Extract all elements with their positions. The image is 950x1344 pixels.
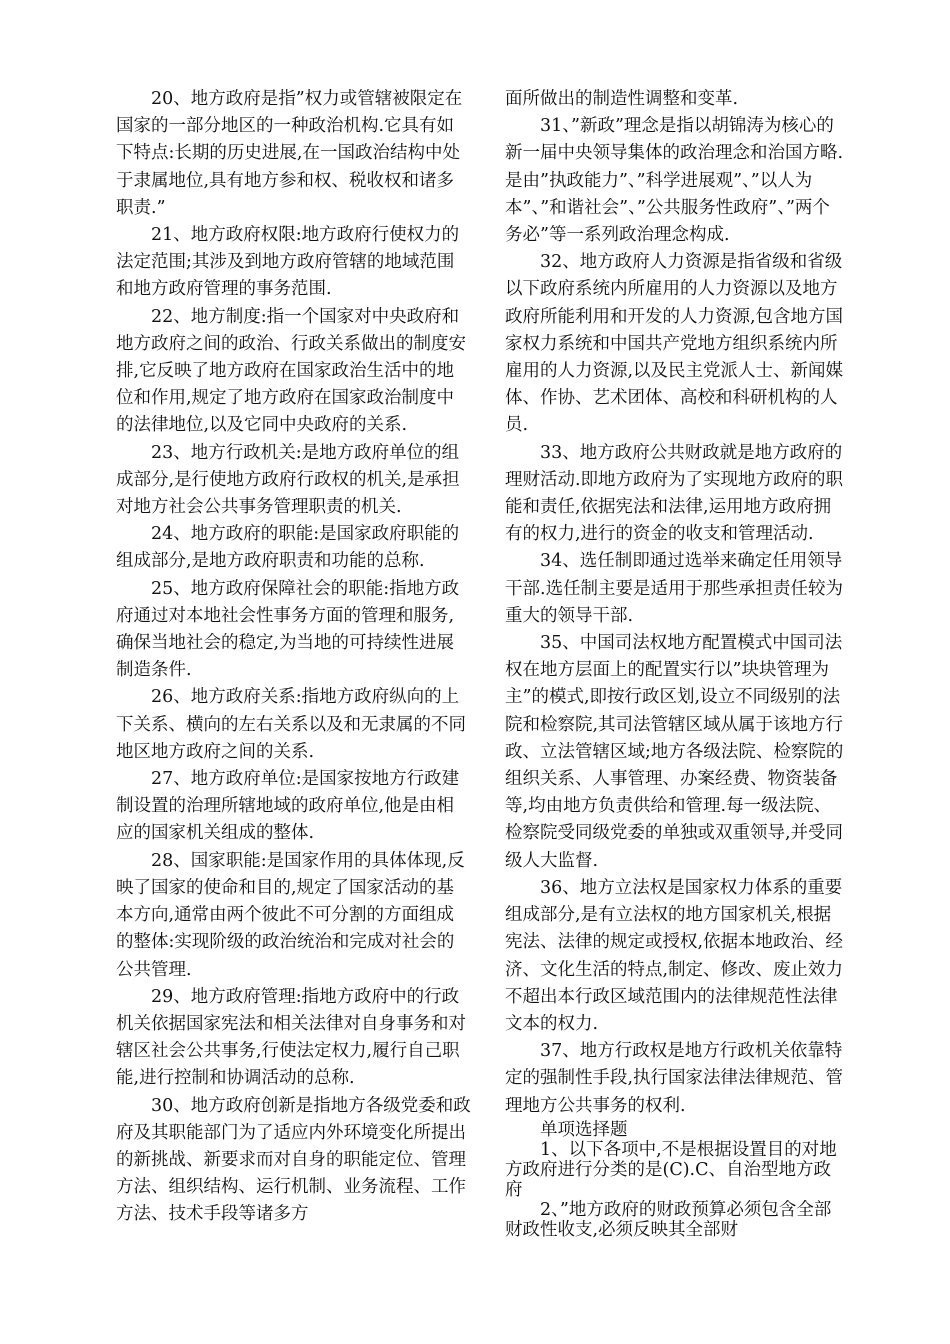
left-column: [116, 86, 471, 1229]
definition-paragraph-32: 32、地方政府人力资源是指省级和省级以下政府系统内所雇用的人力资源以及地方政府所能利用和开发的人力资源,包含地方国家权力系统和中国共产党地方组织系统内所雇用的人力资源,以及民主党派人士、新闻媒体、作协、艺术团体、高校和科研机构的人员.: [505, 252, 844, 436]
question-2: 2、”地方政府的财政预算必须包含全部财政性收支,必须反映其全部财: [505, 1199, 832, 1240]
definition-paragraph-24: 24、地方政府的职能:是国家政府职能的组成部分,是地方政府职责和功能的总称.: [116, 524, 460, 572]
definition-paragraph-20: 20、地方政府是指”权力或管辖被限定在国家的一部分地区的一种政治机构.它具有如下特点:长期的历史进展,在一国政治结构中处于隶属地位,具有地方参和权、税收权和诸多职责.”: [116, 89, 463, 218]
definition-paragraph-29: 29、地方政府管理:指地方政府中的行政机关依据国家宪法和相关法律对自身事务和对辖区社会公共事务,行使法定权力,履行自己职能,进行控制和协调活动的总称.: [116, 986, 466, 1089]
definition-paragraph-31: 31、”新政”理念是指以胡锦涛为核心的新一届中央领导集体的政治理念和治国方略.是由”执政能力”、”科学进展观”、”以人为本”、”和谐社会”、”公共服务性政府”、”两个务必”等一系列政治理念构成.: [505, 116, 844, 246]
right-column: [505, 86, 845, 1240]
definition-paragraph-34: 34、选任制即通过选举来确定任用领导干部.选任制主要是适用于那些承担责任较为重大的领导干部.: [505, 551, 844, 626]
definition-paragraph-22: 22、地方制度:指一个国家对中央政府和地方政府之间的政治、行政关系做出的制度安排,它反映了地方政府在国家政治生活中的地位和作用,规定了地方政府在国家政治制度中的法律地位,以及它同中央政府的关系.: [116, 306, 466, 436]
definition-paragraph-25: 25、地方政府保障社会的职能:指地方政府通过对本地社会性事务方面的管理和服务,确保当地社会的稳定,为当地的可持续性进展制造条件.: [116, 578, 460, 681]
definition-paragraph-33: 33、地方政府公共财政就是地方政府的理财活动.即地方政府为了实现地方政府的职能和责任,依据宪法和法律,运用地方政府拥有的权力,进行的资金的收支和管理活动.: [505, 442, 844, 545]
section-title: 单项选择题: [540, 1119, 628, 1140]
definition-paragraph-37: 37、地方行政权是地方行政机关依靠特定的强制性手段,执行国家法律法律规范、管理地方公共事务的权利.: [505, 1041, 844, 1116]
continuation-text: 面所做出的制造性调整和变革.: [505, 89, 739, 109]
definition-paragraph-36: 36、地方立法权是国家权力体系的重要组成部分,是有立法权的地方国家机关,根据宪法、法律的规定或授权,依据本地政治、经济、文化生活的特点,制定、修改、废止效力不超出本行政区域范围内的法律规范性法律文本的权力.: [505, 877, 844, 1034]
definition-paragraph-26: 26、地方政府关系:指地方政府纵向的上下关系、横向的左右关系以及和无隶属的不同地区地方政府之间的关系.: [116, 687, 466, 762]
definition-paragraph-35: 35、中国司法权地方配置模式中国司法权在地方层面上的配置实行以”块块管理为主”的模式,即按行政区划,设立不同级别的法院和检察院,其司法管辖区域从属于该地方行政、立法管辖区域;地方各级法院、检察院的组织关系、人事管理、办案经费、物资装备等,均由地方负责供给和管理.每一级法院、检察院受同级党委的单独或双重领导,并受同级人大监督.: [505, 633, 844, 871]
definition-paragraph-28: 28、国家职能:是国家作用的具体体现,反映了国家的使命和目的,规定了国家活动的基本方向,通常由两个彼此不可分割的方面组成的整体:实现阶级的政治统治和完成对社会的公共管理.: [116, 850, 465, 980]
definition-paragraph-30: 30、地方政府创新是指地方各级党委和政府及其职能部门为了适应内外环境变化所提出的新挑战、新要求而对自身的职能定位、管理方法、组织结构、运行机制、业务流程、工作方法、技术手段等诸多方: [116, 1095, 471, 1225]
question-1: 1、以下各项中,不是根据设置目的对地方政府进行分类的是(C).C、自治型地方政府: [505, 1139, 837, 1200]
definition-paragraph-23: 23、地方行政机关:是地方政府单位的组成部分,是行使地方政府行政权的机关,是承担对地方社会公共事务管理职责的机关.: [116, 442, 460, 518]
definition-paragraph-21: 21、地方政府权限:地方政府行使权力的法定范围;其涉及到地方政府管辖的地域范围和地方政府管理的事务范围.: [116, 225, 460, 300]
definition-paragraph-27: 27、地方政府单位:是国家按地方行政建制设置的治理所辖地域的政府单位,他是由相应的国家机关组成的整体.: [116, 769, 460, 844]
